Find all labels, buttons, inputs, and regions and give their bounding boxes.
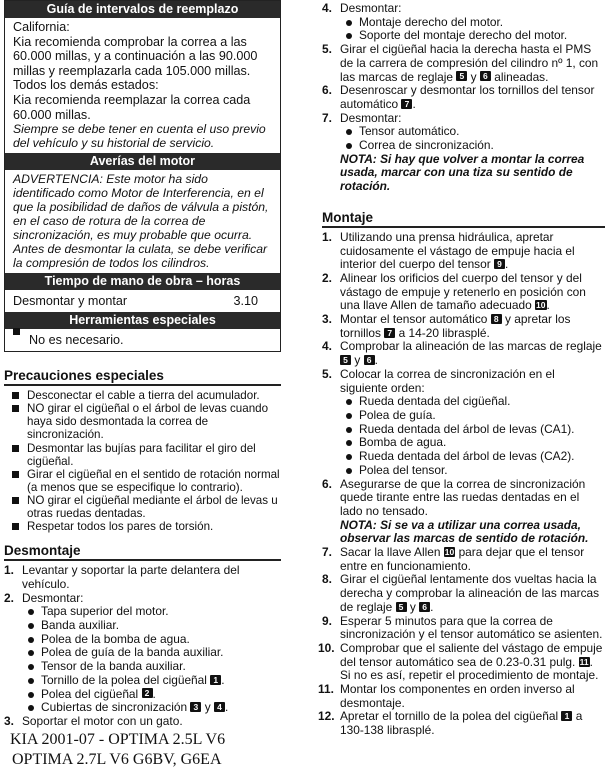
removal-note: NOTA: Si hay que volver a montar la correa usada, marcar con una tiza su sentido de rotación. (340, 151, 585, 194)
list-item: Respetar todos los pares de torsión. (4, 520, 281, 533)
list-item: Desconectar el cable a tierra del acumulador. (4, 389, 281, 402)
list-item: NO girar el cigüeñal mediante el árbol de levas u otras ruedas dentadas. (4, 494, 281, 520)
ref-badge-5: 5 (456, 71, 467, 81)
step-item: 4. Desmontar: Montaje derecho del motor. Soporte del montaje derecho del motor. (322, 2, 605, 43)
replacement-guide-box (4, 0, 281, 352)
step-item: 6. Desenroscar y desmontar los tornillos del tensor automático 7 . (322, 83, 595, 111)
list-item: Bomba de agua. (340, 436, 605, 450)
precautions-list (4, 389, 281, 533)
removal-title: Desmontaje (4, 543, 281, 561)
step-item: 3. Montar el tensor automático 8 y apretar los tornillos 7 a 14-20 librasplé. (322, 312, 571, 340)
step-item: 12. Apretar el tornillo de la polea del cigüeñal 1 a 130-138 librasplé. (318, 709, 583, 738)
ref-badge-7: 7 (401, 99, 412, 109)
removal-steps-continued (322, 2, 605, 194)
engine-faults-title: Averías del motor (5, 153, 280, 170)
removal-steps (4, 564, 281, 728)
right-column (318, 0, 605, 738)
list-item: Polea del cigüeñal 2 . (22, 688, 281, 702)
step-item: 11. Montar los componentes en orden inverso al desmontaje. (318, 682, 575, 710)
list-item: Tapa superior del motor. (22, 605, 281, 619)
footer-line-1: KIA 2001-07 - OPTIMA 2.5L V6 (10, 730, 226, 748)
list-item: Correa de sincronización. (340, 139, 605, 153)
install-steps (318, 229, 605, 738)
install-note: NOTA: Si se va a utilizar una correa usada, observar las marcas de sentido de rotación. (340, 517, 589, 546)
ref-badge-10: 10 (444, 546, 455, 557)
interference-warning: ADVERTENCIA: Este motor ha sido identificado como Motor de Interferencia, en el que la posibilidad de daños de válvula a pistón, en el caso de rotura de la correa de sincronización, es muy probable que ocurra. (13, 172, 269, 243)
california-label: California: (13, 20, 70, 34)
ref-badge-6: 6 (364, 355, 375, 365)
special-tools-title: Herramientas especiales (5, 312, 280, 329)
step-item: 5. Colocar la correa de sincronización en el siguiente orden: Rueda dentada del cigüeñal. Polea de guía. Rueda dentada del árbol de levas (CA1). Bomba de agua. Rueda dentada del árbol de levas (CA2). Polea del tensor. (322, 368, 605, 478)
ref-badge-1: 1 (210, 675, 221, 685)
ref-badge-6: 6 (480, 71, 491, 81)
list-item: Polea de guía de la banda auxiliar. (22, 646, 281, 660)
install-title: Montaje (322, 210, 605, 228)
step-item: 2. Desmontar: Tapa superior del motor. Banda auxiliar. Polea de la bomba de agua. Polea de guía de la banda auxiliar. Tensor de la banda auxiliar. Tornillo de la polea del cigüeñal 1 . Polea del cigüeñal 2 . Cubiertas de sincronización 3 y 4 . (4, 592, 281, 715)
step-item: 7. Sacar la llave Allen 10 para dejar que el tensor entre en funcionamiento. (322, 545, 585, 573)
square-bullet-icon (13, 328, 20, 335)
list-item: Rueda dentada del árbol de levas (CA1). (340, 423, 605, 437)
footer-line-2: OPTIMA 2.7L V6 G6BV, G6EA (12, 750, 222, 768)
list-item: Soporte del montaje derecho del motor. (340, 29, 605, 43)
compression-warning: Antes de desmontar la culata, se debe verificar la compresión de todos los cilindros. (13, 242, 268, 271)
step-item: 6. Asegurarse de que la correa de sincronización quede tirante entre las ruedas dentadas en el lado no tensado. NOTA: Si se va a utilizar una correa usada, observar las marcas de sentido de rotación. (322, 478, 605, 547)
ref-badge-7: 7 (384, 328, 395, 338)
step-item: 7. Desmontar: Tensor automático. Correa de sincronización. NOTA: Si hay que volver a montar la correa usada, marcar con una tiza su sentido de rotación. (322, 112, 605, 194)
labor-row (5, 290, 280, 312)
tools-row (5, 329, 280, 351)
ref-badge-5: 5 (396, 602, 407, 612)
step-item: 9. Esperar 5 minutos para que la correa de sincronización y el tensor automático se asienten. (322, 613, 603, 642)
ref-badge-3: 3 (190, 702, 201, 712)
other-states-text: Kia recomienda reemplazar la correa cada 60.000 millas. (13, 92, 251, 122)
list-item: Rueda dentada del árbol de levas (CA2). (340, 450, 605, 464)
ref-badge-11: 11 (579, 656, 589, 667)
other-states-label: Todos los demás estados: (13, 78, 159, 93)
list-item: Polea del tensor. (340, 464, 605, 478)
labor-time-title: Tiempo de mano de obra – horas (5, 273, 280, 290)
step-item: 10. Comprobar que el saliente del vástago de empuje del tensor automático sea de 0.23-0.31 pulg. 11. Si no es así, repetir el procedimiento de montaje. (318, 640, 603, 683)
ref-badge-8: 8 (491, 314, 502, 324)
guide-note: Siempre se debe tener en cuenta el uso previo del vehículo y su historial de servicio. (13, 122, 266, 151)
ref-badge-2: 2 (142, 688, 153, 698)
labor-hours: 3.10 (233, 294, 258, 309)
labor-item: Desmontar y montar (13, 294, 128, 309)
replacement-guide-title: Guía de intervalos de reemplazo (5, 1, 280, 18)
ref-badge-5: 5 (340, 355, 351, 365)
tools-item: No es necesario. (29, 333, 124, 348)
step-item: 5. Girar el cigüeñal hacia la derecha hasta el PMS de la carrera de compresión del cilindro nº 1, con las marcas de reglaje 5 y 6 alineadas. (322, 42, 599, 84)
list-item: Girar el cigüeñal en el sentido de rotación normal (a menos que se especifique lo contrario). (4, 468, 281, 494)
list-item: Tensor de la banda auxiliar. (22, 660, 281, 674)
left-column (4, 0, 281, 770)
list-item: NO girar el cigüeñal o el árbol de levas cuando haya sido desmontada la correa de sincronización. (4, 402, 281, 441)
ref-badge-6: 6 (419, 602, 430, 612)
step-item: 4. Comprobar la alineación de las marcas de reglaje 5 y 6 . (322, 339, 602, 368)
list-item: Desmontar las bujías para facilitar el giro del cigüeñal. (4, 442, 281, 468)
step-item: 3. Soportar el motor con un gato. (4, 713, 183, 728)
list-item: Tornillo de la polea del cigüeñal 1 . (22, 674, 281, 688)
list-item: Rueda dentada del cigüeñal. (340, 395, 605, 409)
list-item: Polea de la bomba de agua. (22, 633, 281, 647)
ref-badge-9: 9 (494, 259, 505, 269)
list-item: Cubiertas de sincronización 3 y 4 . (22, 701, 281, 715)
list-item: Montaje derecho del motor. (340, 16, 605, 30)
step-item: 8. Girar el cigüeñal lentamente dos vueltas hacia la derecha y comprobar la alineación de las marcas de reglaje 5 y 6 . (322, 572, 600, 614)
footer (4, 730, 281, 770)
precautions-title: Precauciones especiales (4, 368, 281, 386)
california-text: Kia recomienda comprobar la correa a las 60.000 millas, y a continuación a las 90.000 millas y reemplazarla cada 105.000 millas. (13, 34, 258, 78)
step-item: 2. Alinear los orificios del cuerpo del tensor y del vástago de empuje y retenerlo en posición con una llave Allen de tamaño adecuado 10. (322, 270, 586, 313)
ref-badge-4: 4 (214, 702, 225, 712)
ref-badge-10: 10 (536, 300, 546, 311)
list-item: Tensor automático. (340, 125, 605, 139)
list-item: Polea de guía. (340, 409, 605, 423)
list-item: Banda auxiliar. (22, 619, 281, 633)
step-item: 1. Utilizando una prensa hidráulica, apretar cuidosamente el vástago de empuje hacia el interior del cuerpo del tensor 9 . (322, 229, 575, 272)
step-item: 1. Levantar y soportar la parte delantera del vehículo. (4, 563, 240, 591)
ref-badge-1: 1 (561, 711, 572, 721)
